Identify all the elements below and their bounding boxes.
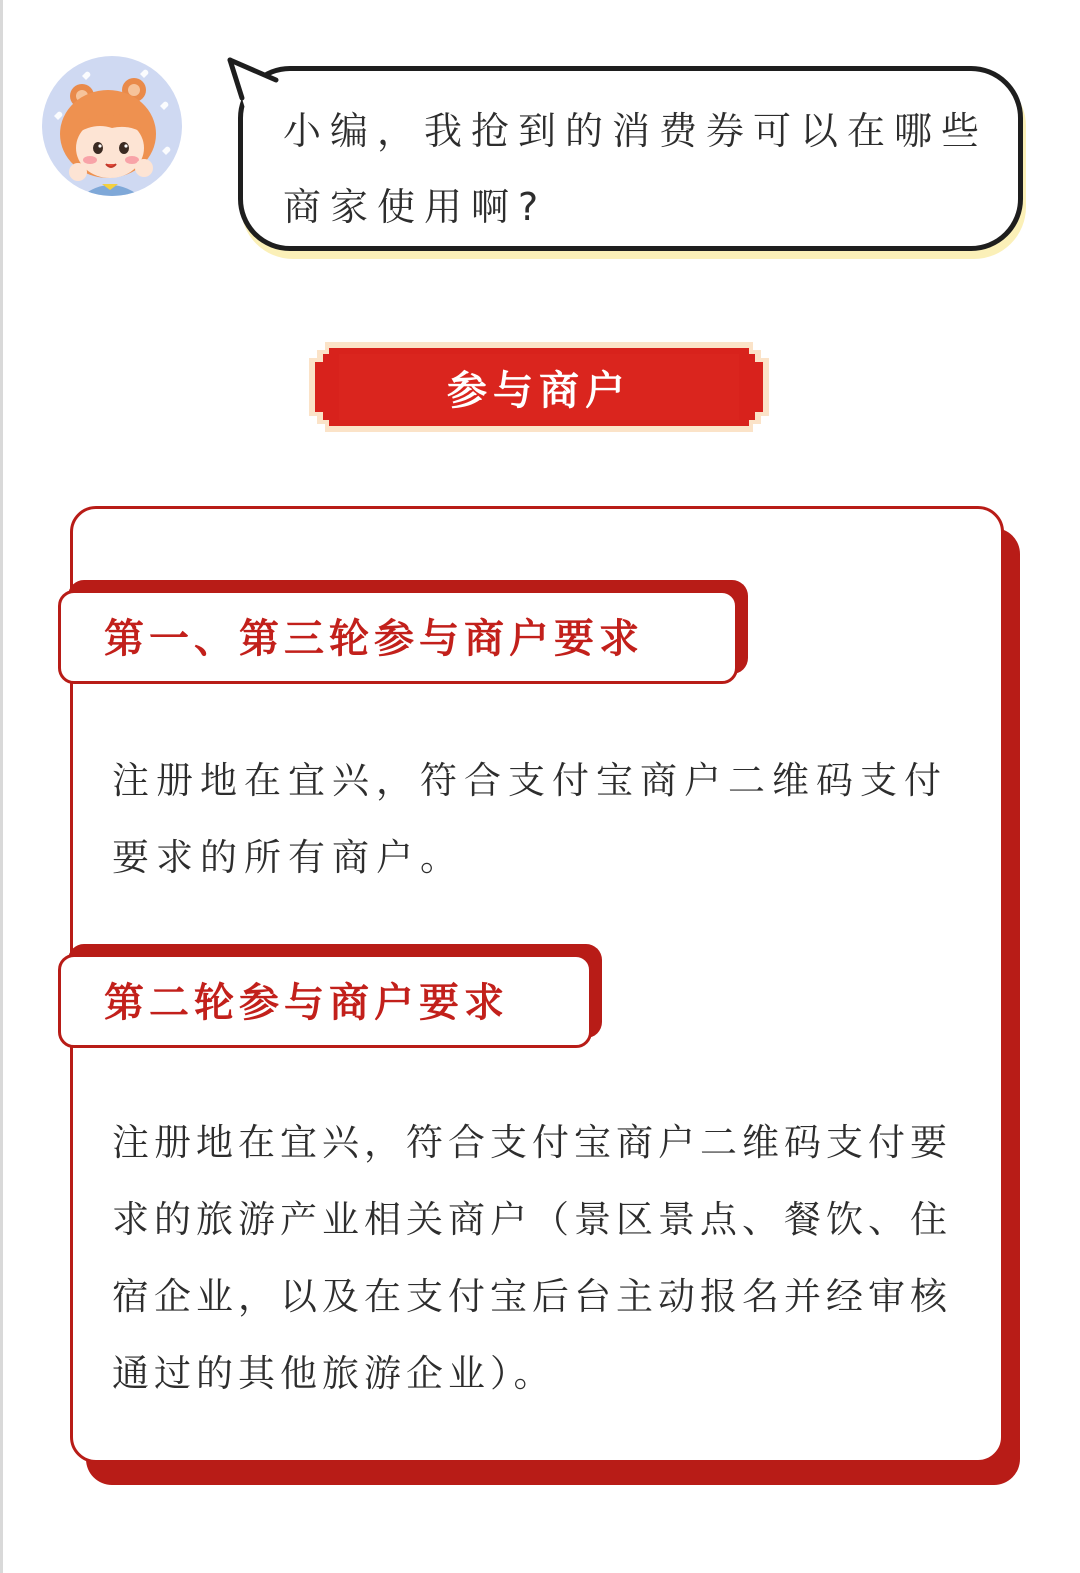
cartoon-girl-icon <box>42 56 182 196</box>
page-left-edge <box>0 0 3 1573</box>
speech-bubble <box>228 58 1038 268</box>
section-1-heading: 第一、第三轮参与商户要求 <box>104 616 644 662</box>
question-text: 小编，我抢到的消费券可以在哪些商家使用啊? <box>283 109 989 229</box>
section-2-heading: 第二轮参与商户要求 <box>104 980 509 1026</box>
speech-tail-icon <box>228 58 288 128</box>
section-banner <box>305 338 773 436</box>
section-1-body: 注册地在宜兴，符合支付宝商户二维码支付要求的所有商户。 <box>112 759 948 879</box>
avatar <box>42 56 182 196</box>
banner-title: 参与商户 <box>447 367 631 414</box>
section-2-body: 注册地在宜兴，符合支付宝商户二维码支付要求的旅游产业相关商户（景区景点、餐饮、住宿企业，以及在支付宝后台主动报名并经审核通过的其他旅游企业）。 <box>112 1121 952 1395</box>
speech-bubble-body <box>238 66 1023 251</box>
